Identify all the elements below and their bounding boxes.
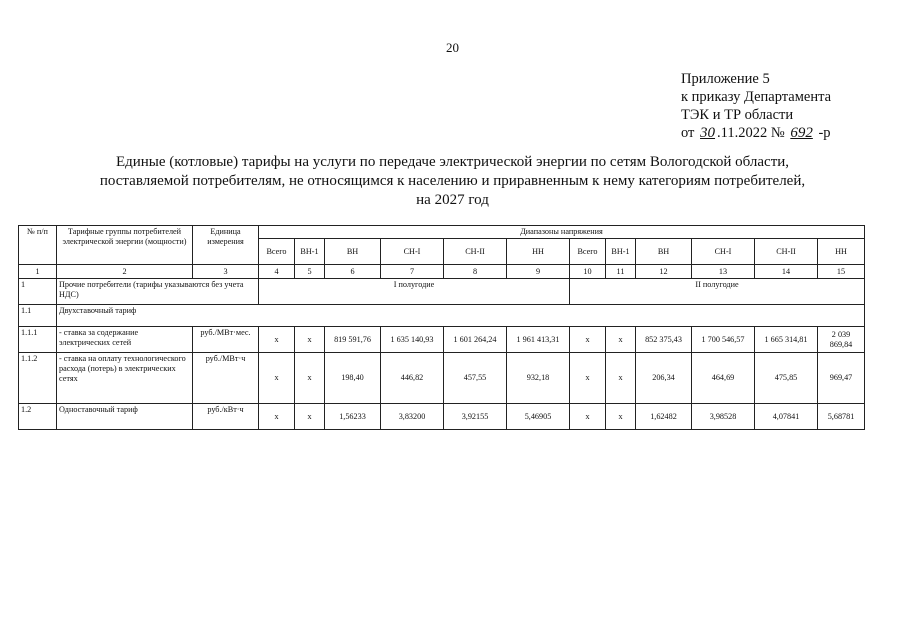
cell-value: 1 700 546,57: [692, 327, 755, 353]
appendix-line2: к приказу Департамента: [681, 89, 832, 105]
cell-value: 3,98528: [692, 404, 755, 430]
cell-value: 969,47: [818, 353, 865, 404]
cell-value: 464,69: [692, 353, 755, 404]
row-name: - ставка на оплату технологического расхода (потерь) в электрических сетях: [57, 353, 193, 404]
order-line: [681, 124, 831, 142]
half-year-1: I полугодие: [259, 279, 570, 305]
row-unit: руб./кВт·ч: [193, 404, 259, 430]
header-unit: Единица измерения: [193, 226, 259, 265]
cell-value: 3,83200: [381, 404, 444, 430]
header-level: Всего: [259, 239, 295, 265]
column-number: 5: [295, 265, 325, 279]
header-level: СН-II: [444, 239, 507, 265]
header-level: ВН-1: [606, 239, 636, 265]
page-number: 20: [446, 40, 459, 55]
table-row: [19, 279, 865, 305]
tariff-table: [18, 225, 865, 430]
header-level: ВН-1: [295, 239, 325, 265]
cell-value: 819 591,76: [325, 327, 381, 353]
row-name: Одноставочный тариф: [57, 404, 193, 430]
header-num: № п/п: [19, 226, 57, 265]
row-unit: руб./МВт·ч: [193, 353, 259, 404]
cell-value: x: [570, 327, 606, 353]
header-level: Всего: [570, 239, 606, 265]
cell-value: 475,85: [755, 353, 818, 404]
order-prefix: от: [681, 125, 695, 141]
cell-value: 1 601 264,24: [444, 327, 507, 353]
column-number: 12: [636, 265, 692, 279]
row-num: 1.1.1: [19, 327, 57, 353]
row-num: 1.1.2: [19, 353, 57, 404]
cell-value: 2 039 869,84: [818, 327, 865, 353]
title-line2: поставляемой потребителям, не относящимся к населению и приравненным к нему категориям потребителей,: [99, 173, 806, 189]
appendix-header: [681, 70, 831, 142]
order-suffix: -р: [818, 125, 831, 141]
cell-value: x: [295, 404, 325, 430]
column-number: 2: [57, 265, 193, 279]
cell-value: 5,46905: [507, 404, 570, 430]
order-day-handwritten: 30: [700, 125, 716, 141]
cell-value: x: [259, 327, 295, 353]
header-level: ВН: [636, 239, 692, 265]
header-level: НН: [818, 239, 865, 265]
table-row: [19, 404, 865, 430]
column-number: 11: [606, 265, 636, 279]
half-year-2: II полугодие: [570, 279, 865, 305]
cell-value: x: [606, 404, 636, 430]
row-unit: руб./МВт·мес.: [193, 327, 259, 353]
cell-value: 1 635 140,93: [381, 327, 444, 353]
cell-value: 932,18: [507, 353, 570, 404]
column-number: 14: [755, 265, 818, 279]
appendix-line1: Приложение 5: [681, 71, 770, 87]
row-num: 1.1: [19, 305, 57, 327]
column-number: 13: [692, 265, 755, 279]
cell-value: 206,34: [636, 353, 692, 404]
cell-value: 3,92155: [444, 404, 507, 430]
column-number: 1: [19, 265, 57, 279]
appendix-line3: ТЭК и ТР области: [681, 107, 794, 123]
column-number: 3: [193, 265, 259, 279]
column-number: 10: [570, 265, 606, 279]
cell-value: x: [606, 327, 636, 353]
header-voltage-ranges: Диапазоны напряжения: [259, 226, 865, 239]
cell-value: 1,62482: [636, 404, 692, 430]
table-row: [19, 353, 865, 404]
cell-value: 198,40: [325, 353, 381, 404]
row-num: 1.2: [19, 404, 57, 430]
order-number-handwritten: 692: [790, 125, 813, 141]
table-row: [19, 305, 865, 327]
title-line3: на 2027 год: [416, 192, 489, 208]
header-level: ВН: [325, 239, 381, 265]
cell-value: x: [606, 353, 636, 404]
header-level: СН-I: [692, 239, 755, 265]
row-name: - ставка за содержание электрических сетей: [57, 327, 193, 353]
title-line1: Единые (котловые) тарифы на услуги по передаче электрической энергии по сетям Вологодской области,: [115, 154, 790, 170]
header-group: Тарифные группы потребителей электрической энергии (мощности): [57, 226, 193, 265]
document-title: [40, 153, 865, 210]
cell-value: 852 375,43: [636, 327, 692, 353]
cell-value: 1 961 413,31: [507, 327, 570, 353]
cell-value: x: [570, 353, 606, 404]
row-name: Прочие потребители (тарифы указываются без учета НДС): [57, 279, 259, 305]
header-level: НН: [507, 239, 570, 265]
cell-value: 4,07841: [755, 404, 818, 430]
column-number: 15: [818, 265, 865, 279]
cell-value: x: [259, 353, 295, 404]
cell-value: 1,56233: [325, 404, 381, 430]
column-number: 9: [507, 265, 570, 279]
table-row: [19, 327, 865, 353]
column-number: 6: [325, 265, 381, 279]
cell-value: x: [570, 404, 606, 430]
cell-value: x: [295, 327, 325, 353]
order-date-rest: .11.2022 №: [717, 125, 785, 141]
row-num: 1: [19, 279, 57, 305]
header-level: СН-I: [381, 239, 444, 265]
row-name: Двухставочный тариф: [57, 305, 865, 327]
cell-value: 446,82: [381, 353, 444, 404]
cell-value: x: [259, 404, 295, 430]
column-number: 7: [381, 265, 444, 279]
cell-value: x: [295, 353, 325, 404]
column-number: 8: [444, 265, 507, 279]
column-number: 4: [259, 265, 295, 279]
cell-value: 457,55: [444, 353, 507, 404]
cell-value: 5,68781: [818, 404, 865, 430]
header-level: СН-II: [755, 239, 818, 265]
cell-value: 1 665 314,81: [755, 327, 818, 353]
